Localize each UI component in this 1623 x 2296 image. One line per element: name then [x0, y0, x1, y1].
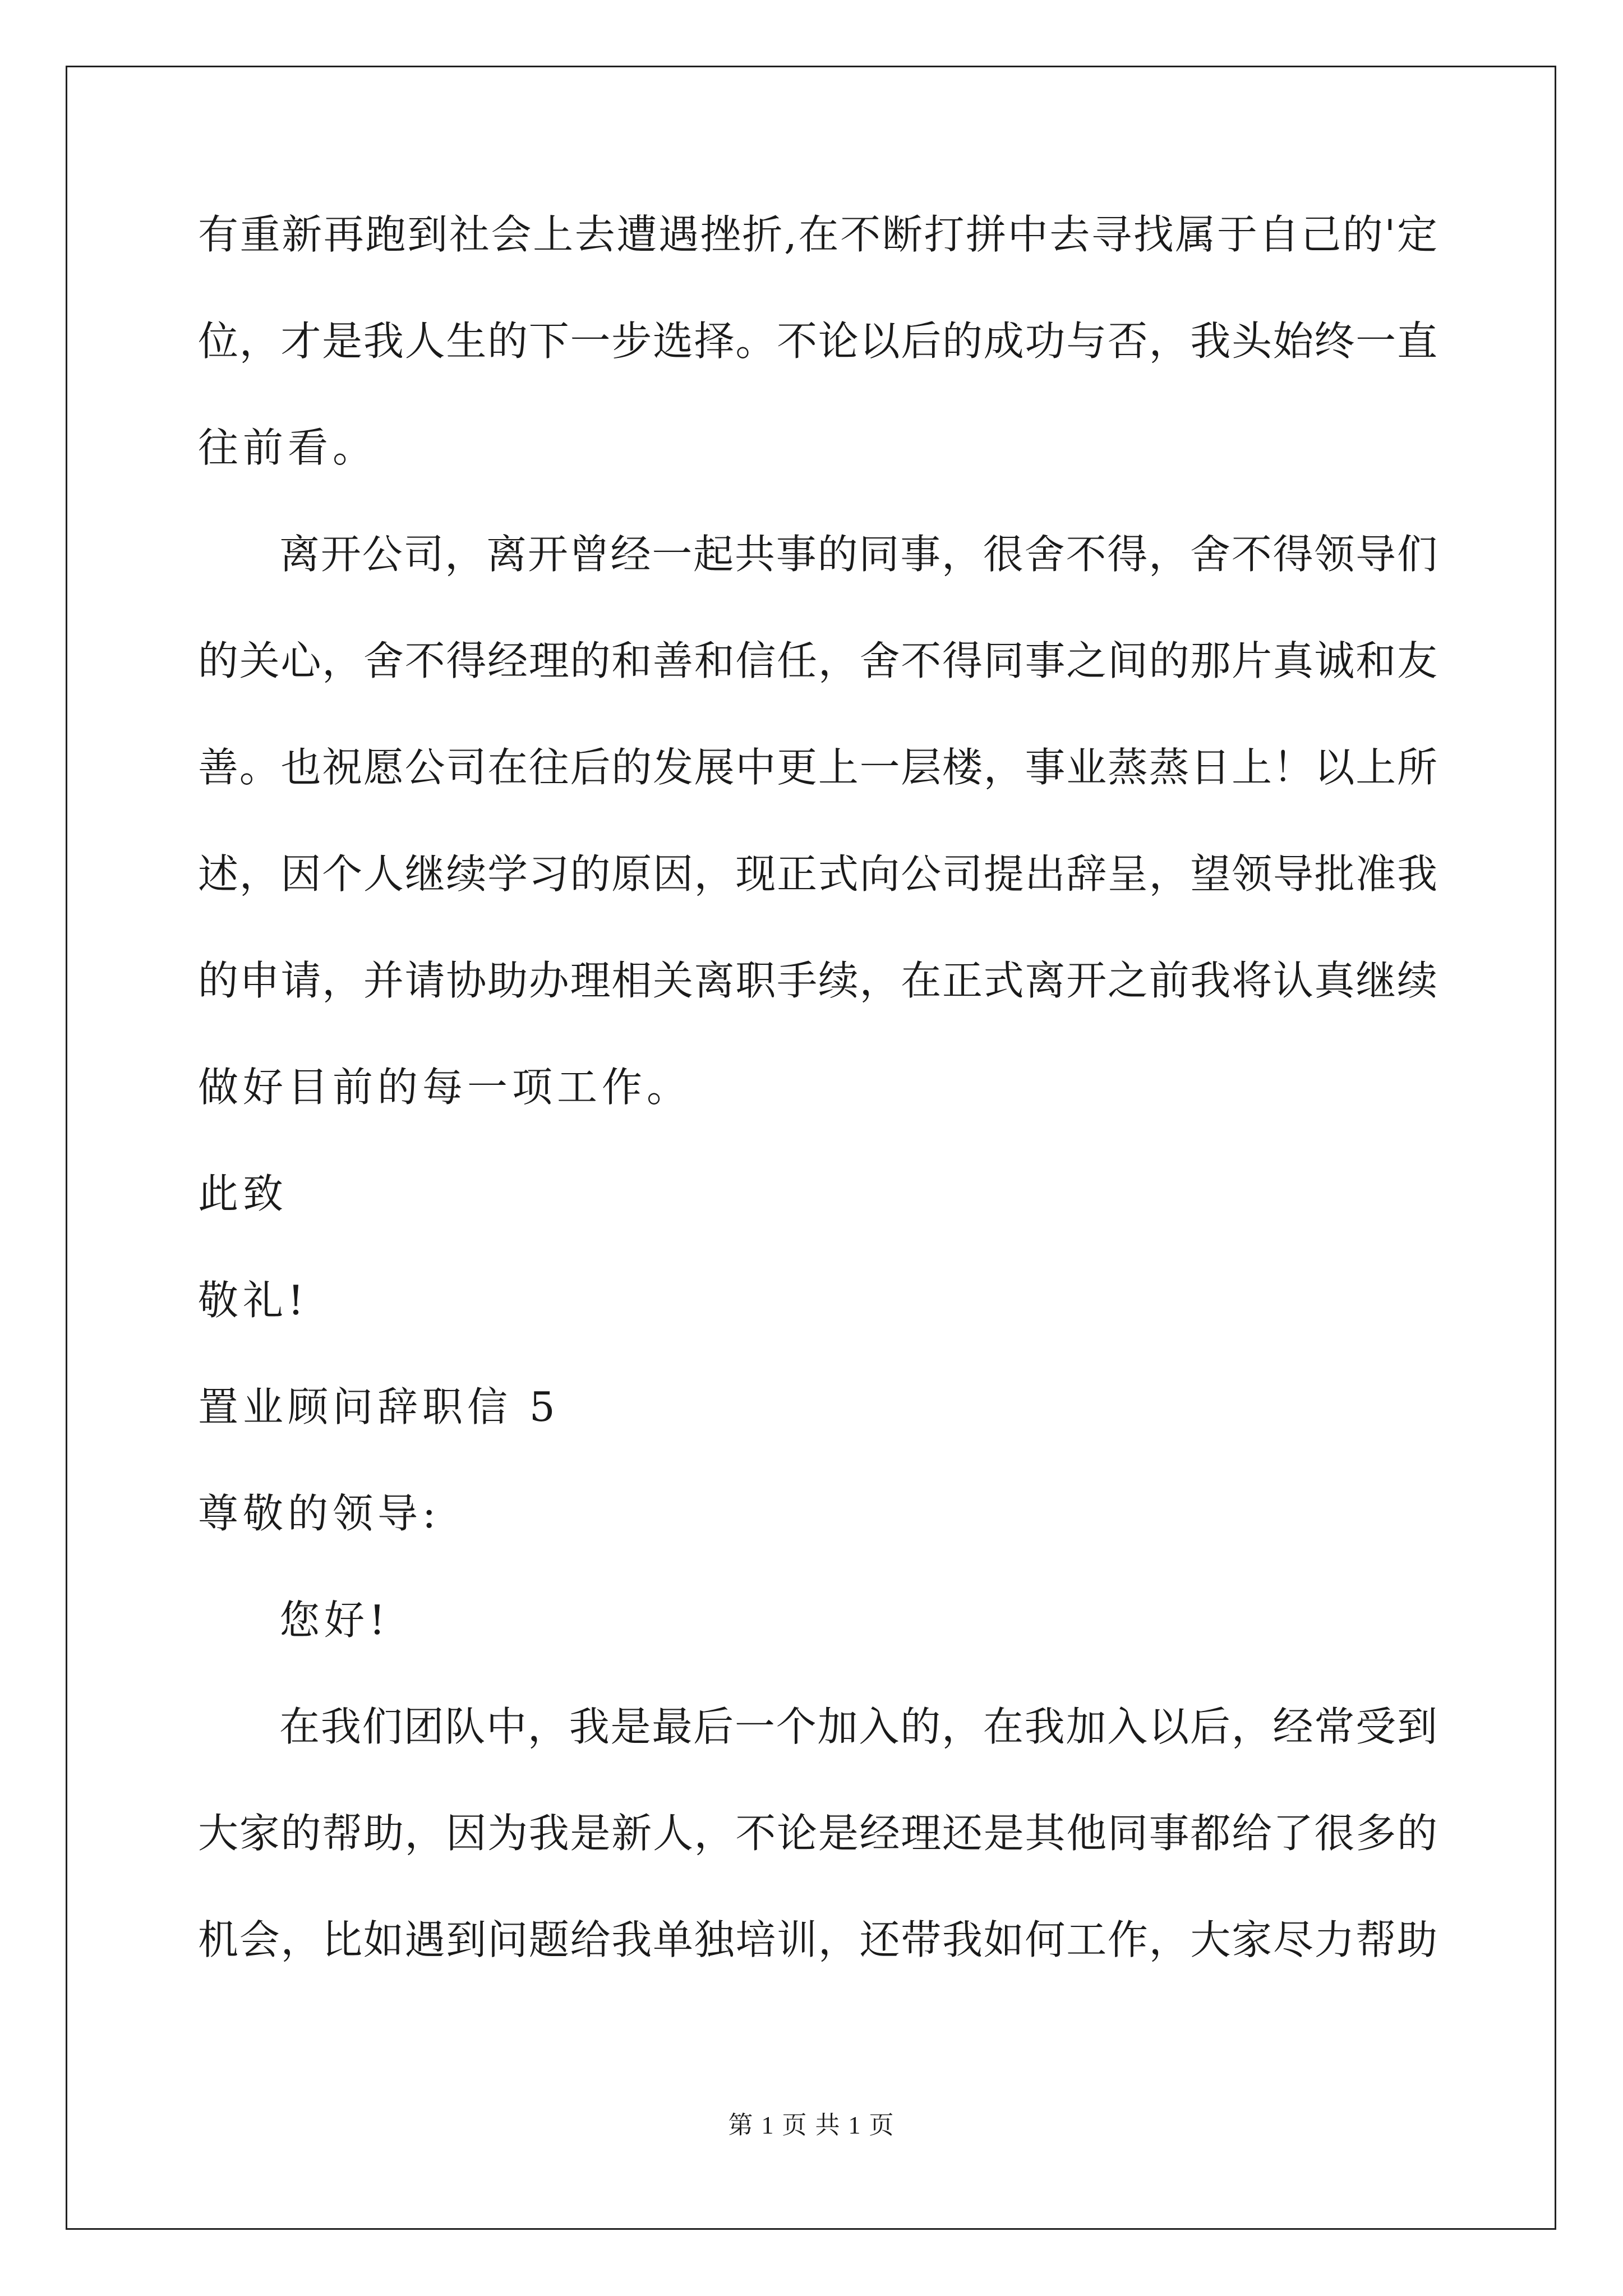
paragraph-line: 在我们团队中，我是最后一个加入的，在我加入以后，经常受到 [279, 1703, 1437, 1750]
section-heading: 置业顾问辞职信 5 [198, 1383, 560, 1430]
paragraph-line: 的申请，并请协助办理相关离职手续，在正式离开之前我将认真继续 [198, 957, 1437, 1004]
closing-line: 此致 [198, 1170, 288, 1217]
paragraph-line: 有重新再跑到社会上去遭遇挫折,在不断打拼中去寻找属于自己的'定 [198, 211, 1437, 258]
paragraph-line: 往前看。 [198, 424, 378, 471]
paragraph-line: 述，因个人继续学习的原因，现正式向公司提出辞呈，望领导批准我 [198, 850, 1437, 898]
greeting-line: 尊敬的领导: [198, 1490, 441, 1537]
paragraph-line: 的关心，舍不得经理的和善和信任，舍不得同事之间的那片真诚和友 [198, 637, 1437, 684]
paragraph-line: 大家的帮助，因为我是新人，不论是经理还是其他同事都给了很多的 [198, 1810, 1437, 1857]
document-body [198, 208, 1437, 2019]
salutation-line: 敬礼! [198, 1277, 308, 1324]
paragraph-line: 善。也祝愿公司在往后的发展中更上一层楼，事业蒸蒸日上！以上所 [198, 744, 1437, 791]
page-footer: 第 1 页 共 1 页 [728, 2111, 895, 2139]
paragraph-line: 离开公司，离开曾经一起共事的同事，很舍不得，舍不得领导们 [279, 531, 1437, 578]
paragraph-line: 机会，比如遇到问题给我单独培训，还带我如何工作，大家尽力帮助 [198, 1916, 1437, 1963]
paragraph-line: 做好目前的每一项工作。 [198, 1064, 692, 1111]
greeting-line: 您好! [279, 1596, 390, 1644]
paragraph-line: 位，才是我人生的下一步选择。不论以后的成功与否，我头始终一直 [198, 318, 1437, 365]
